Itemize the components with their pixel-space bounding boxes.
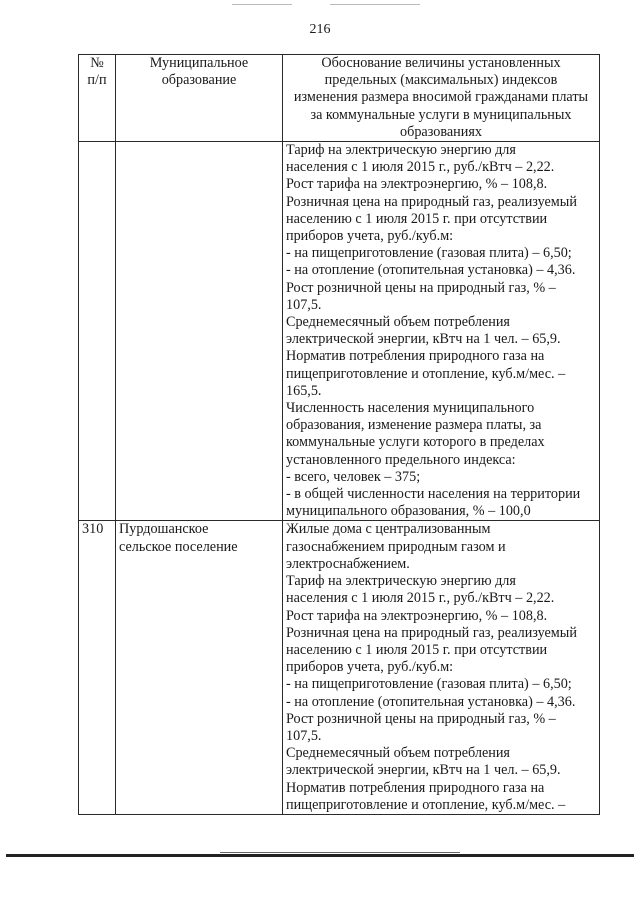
row-number <box>79 142 116 521</box>
justification-line: Среднемесячный объем потребления <box>286 745 510 762</box>
header-municipality: Муниципальное образование <box>116 55 283 142</box>
justification-line: образования, изменение размера платы, за <box>286 417 542 434</box>
justification-line: Рост розничной цены на природный газ, % – <box>286 279 556 296</box>
municipality-name <box>116 521 283 814</box>
justification-line: Розничная цена на природный газ, реализуемый <box>286 193 577 210</box>
justification-line: приборов учета, руб./куб.м: <box>286 659 454 676</box>
scan-artifact <box>330 4 420 5</box>
justification-line: газоснабжением природным газом и <box>286 538 506 555</box>
justification-line: Рост тарифа на электроэнергию, % – 108,8. <box>286 607 548 624</box>
justification-line: Рост тарифа на электроэнергию, % – 108,8. <box>286 176 548 193</box>
justification-line: Численность населения муниципального <box>286 400 535 417</box>
scan-artifact <box>220 852 460 853</box>
header-number: № п/п <box>79 55 116 142</box>
justification-line: пищеприготовление и отопление, куб.м/мес. – <box>286 365 566 382</box>
municipality-name-line: сельское поселение <box>119 538 238 555</box>
justification-line: Среднемесячный объем потребления <box>286 314 510 331</box>
justification-line: электрической энергии, кВтч на 1 чел. – 65,9. <box>286 331 561 348</box>
header-justification: Обоснование величины установленных предельных (максимальных) индексов изменения размера вносимой гражданами платы за коммунальные услуги в муниципальных образованиях <box>283 55 600 142</box>
justification-line: населению с 1 июля 2015 г. при отсутствии <box>286 641 548 658</box>
justification-line: Рост розничной цены на природный газ, % – <box>286 710 556 727</box>
justification-line: Жилые дома с централизованным <box>286 521 491 538</box>
justification-line: коммунальные услуги которого в пределах <box>286 434 545 451</box>
justification-line: установленного предельного индекса: <box>286 451 516 468</box>
table-header-row <box>79 55 600 142</box>
justification-line: 107,5. <box>286 727 322 744</box>
index-justification-table <box>78 54 600 815</box>
justification-line: - на отопление (отопительная установка) – 4,36. <box>286 262 576 279</box>
justification-line: Тариф на электрическую энергию для <box>286 573 516 590</box>
page-number: 216 <box>309 22 331 37</box>
municipality-name-line: Пурдошанское <box>119 521 209 538</box>
justification-line: 165,5. <box>286 382 322 399</box>
justification-line: пищеприготовление и отопление, куб.м/мес. – <box>286 796 566 813</box>
justification-line: приборов учета, руб./куб.м: <box>286 228 454 245</box>
justification-line: - всего, человек – 375; <box>286 468 421 485</box>
justification-line: Норматив потребления природного газа на <box>286 779 545 796</box>
justification-line: электроснабжением. <box>286 555 410 572</box>
table-row <box>79 521 600 814</box>
justification-text <box>283 521 600 814</box>
justification-line: населения с 1 июля 2015 г., руб./кВтч – 2,22. <box>286 590 555 607</box>
row-number: 310 <box>79 521 116 814</box>
page-bottom-edge <box>6 854 634 857</box>
scan-artifact <box>232 4 292 5</box>
justification-text <box>283 142 600 521</box>
justification-line: Розничная цена на природный газ, реализуемый <box>286 624 577 641</box>
municipality-name <box>116 142 283 521</box>
justification-line: - на пищеприготовление (газовая плита) – 6,50; <box>286 676 572 693</box>
justification-line: населения с 1 июля 2015 г., руб./кВтч – 2,22. <box>286 159 555 176</box>
table-row <box>79 142 600 521</box>
justification-line: муниципального образования, % – 100,0 <box>286 503 531 520</box>
justification-line: - на отопление (отопительная установка) – 4,36. <box>286 693 576 710</box>
justification-line: - в общей численности населения на территории <box>286 486 581 503</box>
justification-line: 107,5. <box>286 296 322 313</box>
justification-line: - на пищеприготовление (газовая плита) – 6,50; <box>286 245 572 262</box>
justification-line: Тариф на электрическую энергию для <box>286 142 516 159</box>
justification-line: Норматив потребления природного газа на <box>286 348 545 365</box>
justification-line: населению с 1 июля 2015 г. при отсутствии <box>286 210 548 227</box>
justification-line: электрической энергии, кВтч на 1 чел. – 65,9. <box>286 762 561 779</box>
